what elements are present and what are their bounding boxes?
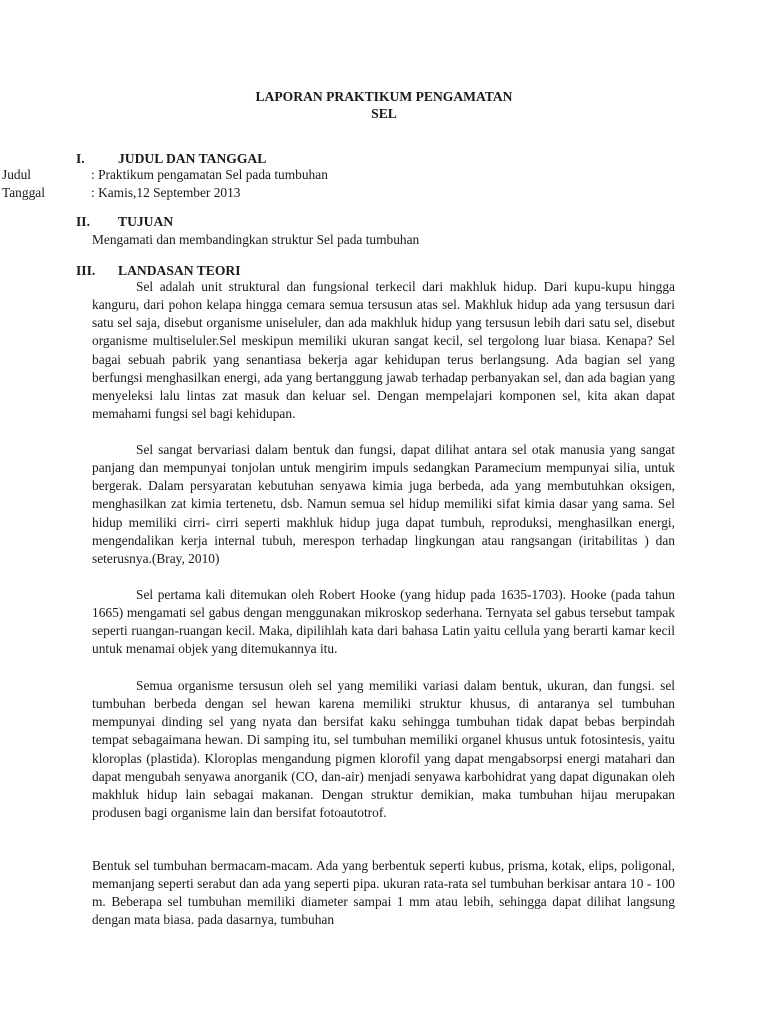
judul-label: Judul: [2, 167, 32, 182]
section-3-title: LANDASAN TEORI: [118, 263, 241, 278]
tanggal-value: : Kamis,12 September 2013: [91, 185, 241, 200]
document-title-line-2: SEL: [371, 106, 397, 121]
paragraph-5: Bentuk sel tumbuhan bermacam-macam. Ada yang berbentuk seperti kubus, prisma, kotak, elips, poligonal, memanjang seperti serabut dan ada yang seperti pipa. ukuran rata-rata sel tumbuhan berkisar antara 10 - 100 m. Beberapa sel tumbuhan memiliki diameter sampai 1 mm atau lebih, sehingga dapat dilihat langsung dengan mata biasa. pada dasarnya, tumbuhan: [92, 858, 675, 928]
section-1-title: JUDUL DAN TANGGAL: [118, 151, 267, 166]
tanggal-label: Tanggal: [2, 185, 45, 200]
section-2-number: II.: [76, 214, 90, 229]
section-2-heading: [76, 213, 173, 230]
document-title-line-1: LAPORAN PRAKTIKUM PENGAMATAN: [255, 89, 513, 104]
paragraph-2: Sel sangat bervariasi dalam bentuk dan fungsi, dapat dilihat antara sel otak manusia yang sangat panjang dan mempunyai tonjolan untuk mengirim impuls sedangkan Paramecium mempunyai silia, untuk bergerak. Dalam persyaratan kebutuhan senyawa kimia juga berbeda, ada yang membutuhkan oksigen, menghasilkan zat kimia tertenetu, dsb. Namun semua sel hidup memiliki sifat kimia dasar yang sama. Sel hidup memiliki cirri- cirri seperti makhluk hidup juga dapat tumbuh, reproduksi, menghasilkan energi, mengendalikan kerja internal tubuh, merespon terhadap lingkungan atau rangsangan (iritabilitas ) dan seterusnya.(Bray, 2010): [92, 442, 675, 566]
paragraph-4: Semua organisme tersusun oleh sel yang memiliki variasi dalam bentuk, ukuran, dan fungsi. sel tumbuhan berbeda dengan sel hewan karena memiliki struktur khusus, di antaranya sel tumbuhan mempunyai dinding sel yang nyata dan bersifat kaku sehingga tumbuhan tidak dapat bebas berpindah tempat sebagaimana hewan. Di samping itu, sel tumbuhan memiliki organel khusus untuk fotosintesis, yaitu kloroplas (plastida). Kloroplas mengandung pigmen klorofil yang dapat mengabsorpsi energi matahari dan dapat mengubah senyawa anorganik (CO, dan-air) menjadi senyawa karbohidrat yang dapat digunakan oleh makhluk hidup lain sebagai makanan. Dengan struktur demikian, maka tumbuhan hijau merupakan produsen bagi organisme lain dan bersifat fotoautotrof.: [92, 678, 675, 821]
section-2-title: TUJUAN: [118, 214, 174, 229]
section-3-heading: [76, 262, 241, 279]
section-1-number: I.: [76, 151, 85, 166]
paragraph-3: Sel pertama kali ditemukan oleh Robert Hooke (yang hidup pada 1635-1703). Hooke (pada tahun 1665) mengamati sel gabus dengan menggunakan mikroskop sederhana. Ternyata sel gabus tersebut tampak seperti ruangan-ruangan kecil. Maka, dipilihlah kata dari bahasa Latin yaitu cellula yang berarti kamar kecil untuk menamai objek yang ditemukannya itu.: [92, 587, 675, 657]
section-1-heading: [76, 150, 266, 167]
section-2-text: Mengamati dan membandingkan struktur Sel pada tumbuhan: [92, 232, 420, 247]
judul-value: : Praktikum pengamatan Sel pada tumbuhan: [91, 167, 328, 182]
section-3-number: III.: [76, 263, 96, 278]
paragraph-1: Sel adalah unit struktural dan fungsional terkecil dari makhluk hidup. Dari kupu-kupu hingga kanguru, dari pohon kelapa hingga cemara semua tersusun atas sel. Makhluk hidup ada yang tersusun dari satu sel saja, disebut organisme uniseluler, dan ada makhluk hidup yang tersusun lebih dari satu sel, disebut organisme multiseluler.Sel meskipun memiliki ukuran sangat kecil, sel tergolong luar biasa. Kenapa? Sel bagai sebuah pabrik yang senantiasa bekerja agar kehidupan terus berlangsung. Ada bagian sel yang berfungsi menghasilkan energi, ada yang bertanggung jawab terhadap perbanyakan sel, dan ada bagian yang menyeleksi lalu lintas zat masuk dan keluar sel. Dengan mempelajari komponen sel, kita akan dapat memahami fungsi sel bagi kehidupan.: [92, 279, 675, 422]
